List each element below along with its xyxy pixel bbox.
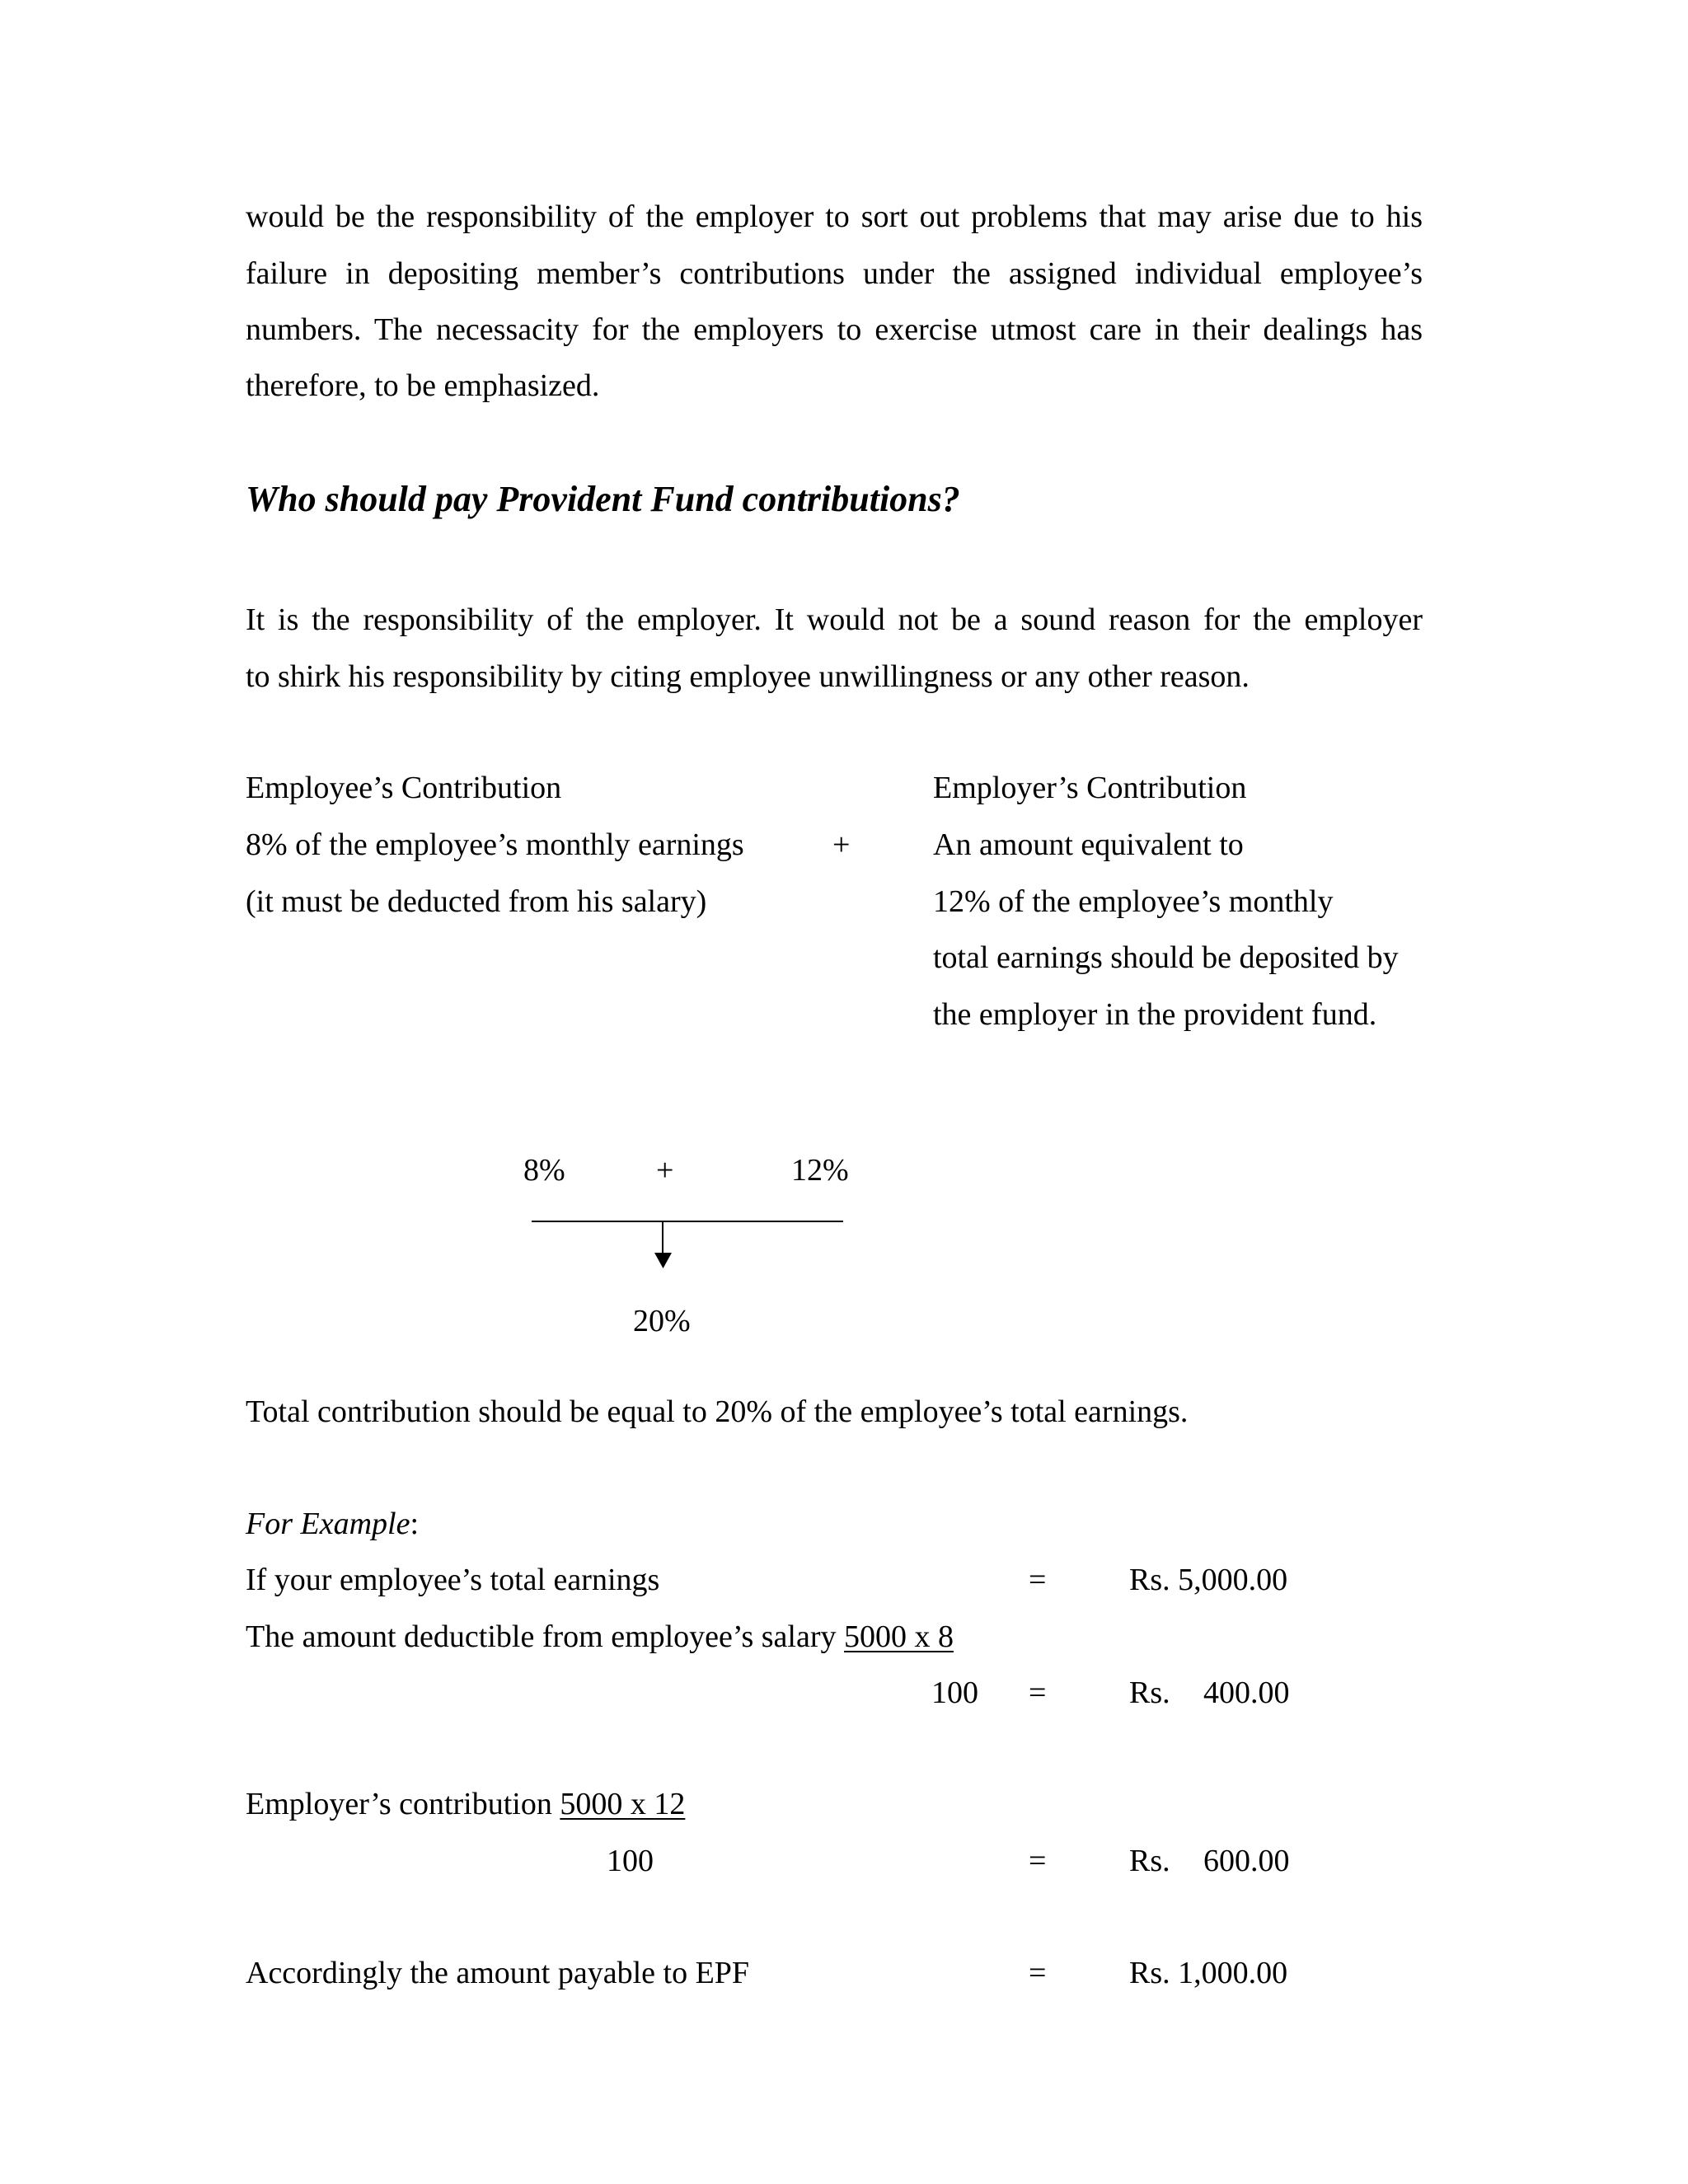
arrow-down-icon <box>654 1253 672 1269</box>
employer-contribution-line: the employer in the provident fund. <box>933 997 1377 1032</box>
employer-label <box>246 1788 685 1820</box>
employer-currency: Rs. <box>1129 1844 1170 1878</box>
plus-sign: + <box>832 827 851 862</box>
deduction-equals: = <box>1029 1675 1047 1710</box>
diagram-right-value: 12% <box>791 1153 849 1188</box>
total-amount: Rs. 1,000.00 <box>1129 1956 1288 1990</box>
section-line: It is the responsibility of the employer. It would not be a sound reason for the employer <box>246 602 1423 637</box>
deduction-label <box>246 1621 954 1652</box>
employer-contribution-line: total earnings should be deposited by <box>933 940 1399 975</box>
diagram-arrow-shaft <box>662 1221 663 1254</box>
diagram-plus: + <box>656 1153 674 1188</box>
employer-contribution-line: 12% of the employee’s monthly <box>933 884 1334 919</box>
deduction-denominator: 100 <box>931 1675 978 1710</box>
example-label-colon: : <box>410 1507 420 1541</box>
employer-contribution-title: Employer’s Contribution <box>933 771 1247 805</box>
employee-contribution-title: Employee’s Contribution <box>246 771 562 805</box>
intro-line: therefore, to be emphasized. <box>246 368 600 403</box>
employer-contribution-line: An amount equivalent to <box>933 827 1244 862</box>
diagram-sum-line <box>532 1221 843 1222</box>
earnings-label: If your employee’s total earnings <box>246 1563 660 1597</box>
deduction-label-text: The amount deductible from employee’s salary <box>246 1619 844 1654</box>
employer-numerator: 5000 x 12 <box>560 1787 686 1821</box>
employer-denominator: 100 <box>607 1844 654 1878</box>
total-equals: = <box>1029 1956 1047 1990</box>
intro-line: numbers. The necessacity for the employers to exercise utmost care in their dealings has <box>246 312 1423 347</box>
diagram-result-value: 20% <box>633 1304 691 1338</box>
employee-contribution-line: (it must be deducted from his salary) <box>246 884 707 919</box>
total-statement: Total contribution should be equal to 20% of the employee’s total earnings. <box>246 1394 1189 1429</box>
diagram-left-value: 8% <box>523 1153 565 1188</box>
example-label-text: For Example <box>246 1507 410 1541</box>
employer-equals: = <box>1029 1844 1047 1878</box>
intro-line: failure in depositing member’s contributions under the assigned individual employee’s <box>246 256 1423 291</box>
section-line: to shirk his responsibility by citing employee unwillingness or any other reason. <box>246 659 1250 694</box>
employer-label-text: Employer’s contribution <box>246 1787 560 1821</box>
deduction-numerator: 5000 x 8 <box>844 1619 954 1654</box>
total-label: Accordingly the amount payable to EPF <box>246 1956 750 1990</box>
earnings-equals: = <box>1029 1563 1047 1597</box>
employer-amount: 600.00 <box>1203 1844 1290 1878</box>
employee-contribution-line: 8% of the employee’s monthly earnings <box>246 827 744 862</box>
section-heading: Who should pay Provident Fund contributions? <box>246 479 960 519</box>
example-label <box>246 1508 419 1540</box>
deduction-amount: 400.00 <box>1203 1675 1290 1710</box>
intro-line: would be the responsibility of the employer to sort out problems that may arise due to his <box>246 199 1423 234</box>
deduction-currency: Rs. <box>1129 1675 1170 1710</box>
earnings-amount: Rs. 5,000.00 <box>1129 1563 1288 1597</box>
